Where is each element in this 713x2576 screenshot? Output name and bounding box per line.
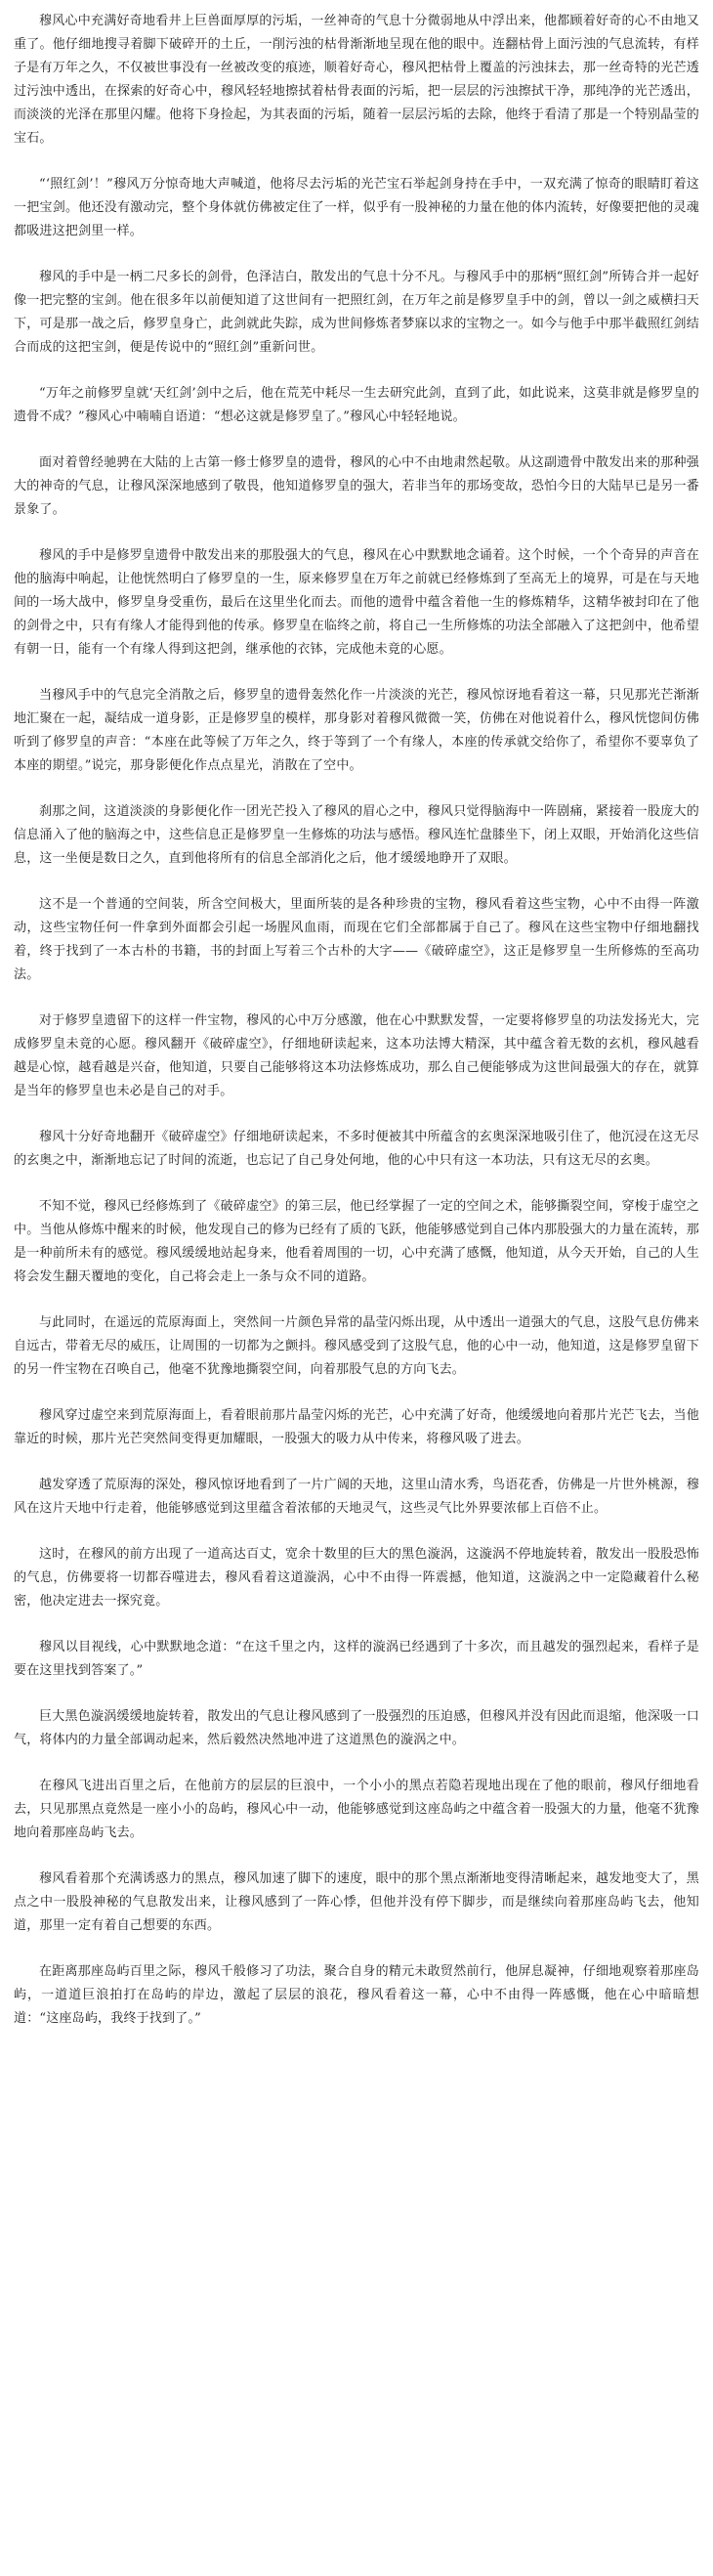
paragraph-21: 在距离那座岛屿百里之际，穆风千般修习了功法，聚合自身的精元未敢贸然前行，他屏息凝神，仔细地观察着那座岛屿，一道道巨浪拍打在岛屿的岸边，激起了层层的浪花，穆风看着这一幕，心中不由得一阵感慨，他在心中暗暗想道：“这座岛屿，我终于找到了。”: [14, 1964, 699, 2026]
paragraph-1: 穆风心中充满好奇地看井上巨兽面厚厚的污垢，一丝神奇的气息十分微弱地从中浮出来，他都顾着好奇的心不由地又重了。他仔细地搜寻着脚下破碎开的土丘，一削污浊的枯骨渐渐地呈现在他的眼中。连翻枯骨上面污浊的气息流转，有样子是有万年之久，不仅被世事没有一丝被改变的痕迹，顺着好奇心，穆风把枯骨上覆盖的污浊抹去，那一丝奇特的光芒透过污浊中透出，在探索的好奇心中，穆风轻轻地擦拭着枯骨表面的污垢，把一层层的污浊擦拭干净，那纯净的光芒透出，而淡淡的光泽在那里闪耀。他将下身捡起，为其表面的污垢，随着一层层污垢的去除，他终于看清了那是一个特别晶莹的宝石。: [14, 14, 699, 146]
paragraph-20: 穆风看着那个充满诱惑力的黑点，穆风加速了脚下的速度，眼中的那个黑点渐渐地变得清晰起来，越发地变大了，黑点之中一股股神秘的气息散发出来，让穆风感到了一阵心悸，但他并没有停下脚步，而是继续向着那座岛屿飞去，他知道，那里一定有着自己想要的东西。: [14, 1871, 699, 1933]
paragraph-14: 穆风穿过虚空来到荒原海面上，看着眼前那片晶莹闪烁的光芒，心中充满了好奇，他缓缓地向着那片光芒飞去，当他靠近的时候，那片光芒突然间变得更加耀眼，一股强大的吸力从中传来，将穆风吸了进去。: [14, 1408, 699, 1446]
paragraph-5: 面对着曾经驰骋在大陆的上古第一修士修罗皇的遗骨，穆风的心中不由地肃然起敬。从这副遗骨中散发出来的那种强大的神奇的气息，让穆风深深地感到了敬畏，他知道修罗皇的强大，若非当年的那场变故，恐怕今日的大陆早已是另一番景象了。: [14, 455, 699, 517]
paragraph-6: 穆风的手中是修罗皇遗骨中散发出来的那股强大的气息，穆风在心中默默地念诵着。这个时候，一个个奇异的声音在他的脑海中响起，让他恍然明白了修罗皇的一生，原来修罗皇在万年之前就已经修炼到了至高无上的境界，可是在与天地间的一场大战中，修罗皇身受重伤，最后在这里坐化而去。而他的遗骨中蕴含着他一生的修炼精华，这精华被封印在了他的剑骨之中，只有有缘人才能得到他的传承。修罗皇在临终之前，将自己一生所修炼的功法全部融入了这把剑中，他希望有朝一日，能有一个有缘人得到这把剑，继承他的衣钵，完成他未竟的心愿。: [14, 548, 699, 657]
paragraph-15: 越发穿透了荒原海的深处，穆风惊讶地看到了一片广阔的天地，这里山清水秀，鸟语花香，仿佛是一片世外桃源，穆风在这片天地中行走着，他能够感觉到这里蕴含着浓郁的天地灵气，这些灵气比外界要浓郁上百倍不止。: [14, 1478, 699, 1516]
paragraph-4: “万年之前修罗皇就‘天红剑’剑中之后，他在荒芜中耗尽一生去研究此剑，直到了此，如此说来，这莫非就是修罗皇的遗骨不成？”穆风心中喃喃自语道：“想必这就是修罗皇了。”穆风心中轻轻地说。: [14, 386, 699, 424]
paragraph-10: 对于修罗皇遗留下的这样一件宝物，穆风的心中万分感激，他在心中默默发誓，一定要将修罗皇的功法发扬光大，完成修罗皇未竟的心愿。穆风翻开《破碎虚空》，仔细地研读起来，这本功法博大精深，其中蕴含着无数的玄机，穆风越看越是心惊，越看越是兴奋，他知道，只要自己能够将这本功法修炼成功，那么自己便能够成为这世间最强大的存在，就算是当年的修罗皇也未必是自己的对手。: [14, 1013, 699, 1098]
paragraph-18: 巨大黑色漩涡缓缓地旋转着，散发出的气息让穆风感到了一股强烈的压迫感，但穆风并没有因此而退缩，他深吸一口气，将体内的力量全部调动起来，然后毅然决然地冲进了这道黑色的漩涡之中。: [14, 1709, 699, 1747]
paragraph-2: “‘照红剑’！”穆风万分惊奇地大声喊道，他将尽去污垢的光芒宝石举起剑身持在手中，一双充满了惊奇的眼睛盯着这一把宝剑。他还没有激动完，整个身体就仿佛被定住了一样，似乎有一股神秘的力量在他的体内流转，好像要把他的灵魂都吸进这把剑里一样。: [14, 177, 699, 238]
paragraph-12: 不知不觉，穆风已经修炼到了《破碎虚空》的第三层，他已经掌握了一定的空间之术，能够撕裂空间，穿梭于虚空之中。当他从修炼中醒来的时候，他发现自己的修为已经有了质的飞跃，他能够感觉到自己体内那股强大的力量在流转，那是一种前所未有的感觉。穆风缓缓地站起身来，他看着周围的一切，心中充满了感慨，他知道，从今天开始，自己的人生将会发生翻天覆地的变化，自己将会走上一条与众不同的道路。: [14, 1199, 699, 1284]
paragraph-7: 当穆风手中的气息完全消散之后，修罗皇的遗骨轰然化作一片淡淡的光芒，穆风惊讶地看着这一幕，只见那光芒渐渐地汇聚在一起，凝结成一道身影，正是修罗皇的模样，那身影对着穆风微微一笑，仿佛在对他说着什么，穆风恍惚间仿佛听到了修罗皇的声音：“本座在此等候了万年之久，终于等到了一个有缘人，本座的传承就交给你了，希望你不要辜负了本座的期望。”说完，那身影便化作点点星光，消散在了空中。: [14, 688, 699, 773]
paragraph-3: 穆风的手中是一柄二尺多长的剑骨，色泽洁白，散发出的气息十分不凡。与穆风手中的那柄“照红剑”所铸合并一起好像一把完整的宝剑。他在很多年以前便知道了这世间有一把照红剑，在万年之前是修罗皇手中的剑，曾以一剑之威横扫天下，可是那一战之后，修罗皇身亡，此剑就此失踪，成为世间修炼者梦寐以求的宝物之一。如今与他手中那半截照红剑结合而成的这把宝剑，便是传说中的“照红剑”重新问世。: [14, 270, 699, 355]
paragraph-19: 在穆风飞进出百里之后，在他前方的层层的巨浪中，一个小小的黑点若隐若现地出现在了他的眼前，穆风仔细地看去，只见那黑点竟然是一座小小的岛屿，穆风心中一动，他能够感觉到这座岛屿之中蕴含着一股强大的力量，他毫不犹豫地向着那座岛屿飞去。: [14, 1779, 699, 1840]
paragraph-16: 这时，在穆风的前方出现了一道高达百丈，宽余十数里的巨大的黑色漩涡，这漩涡不停地旋转着，散发出一股股恐怖的气息，仿佛要将一切都吞噬进去，穆风看着这道漩涡，心中不由得一阵震撼，他知道，这漩涡之中一定隐藏着什么秘密，他决定进去一探究竟。: [14, 1547, 699, 1609]
paragraph-11: 穆风十分好奇地翻开《破碎虚空》仔细地研读起来，不多时便被其中所蕴含的玄奥深深地吸引住了，他沉浸在这无尽的玄奥之中，渐渐地忘记了时间的流逝，也忘记了自己身处何地，他的心中只有这一本功法，只有这无尽的玄奥。: [14, 1130, 699, 1168]
paragraph-13: 与此同时，在遥远的荒原海面上，突然间一片颜色异常的晶莹闪烁出现，从中透出一道强大的气息，这股气息仿佛来自远古，带着无尽的威压，让周围的一切都为之颤抖。穆风感受到了这股气息，他的心中一动，他知道，这是修罗皇留下的另一件宝物在召唤自己，他毫不犹豫地撕裂空间，向着那股气息的方向飞去。: [14, 1315, 699, 1377]
paragraph-8: 刹那之间，这道淡淡的身影便化作一团光芒投入了穆风的眉心之中，穆风只觉得脑海中一阵剧痛，紧接着一股庞大的信息涌入了他的脑海之中，这些信息正是修罗皇一生修炼的功法与感悟。穆风连忙盘膝坐下，闭上双眼，开始消化这些信息，这一坐便是数日之久，直到他将所有的信息全部消化之后，他才缓缓地睁开了双眼。: [14, 804, 699, 866]
paragraph-17: 穆风以目视线，心中默默地念道：“在这千里之内，这样的漩涡已经遇到了十多次，而且越发的强烈起来，看样子是要在这里找到答案了。”: [14, 1640, 699, 1678]
paragraph-9: 这不是一个普通的空间装，所含空间极大，里面所装的是各种珍贵的宝物，穆风看着这些宝物，心中不由得一阵激动，这些宝物任何一件拿到外面都会引起一场腥风血雨，而现在它们全部都属于自己了。穆风在这些宝物中仔细地翻找着，终于找到了一本古朴的书籍，书的封面上写着三个古朴的大字——《破碎虚空》，这正是修罗皇一生所修炼的至高功法。: [14, 897, 699, 982]
